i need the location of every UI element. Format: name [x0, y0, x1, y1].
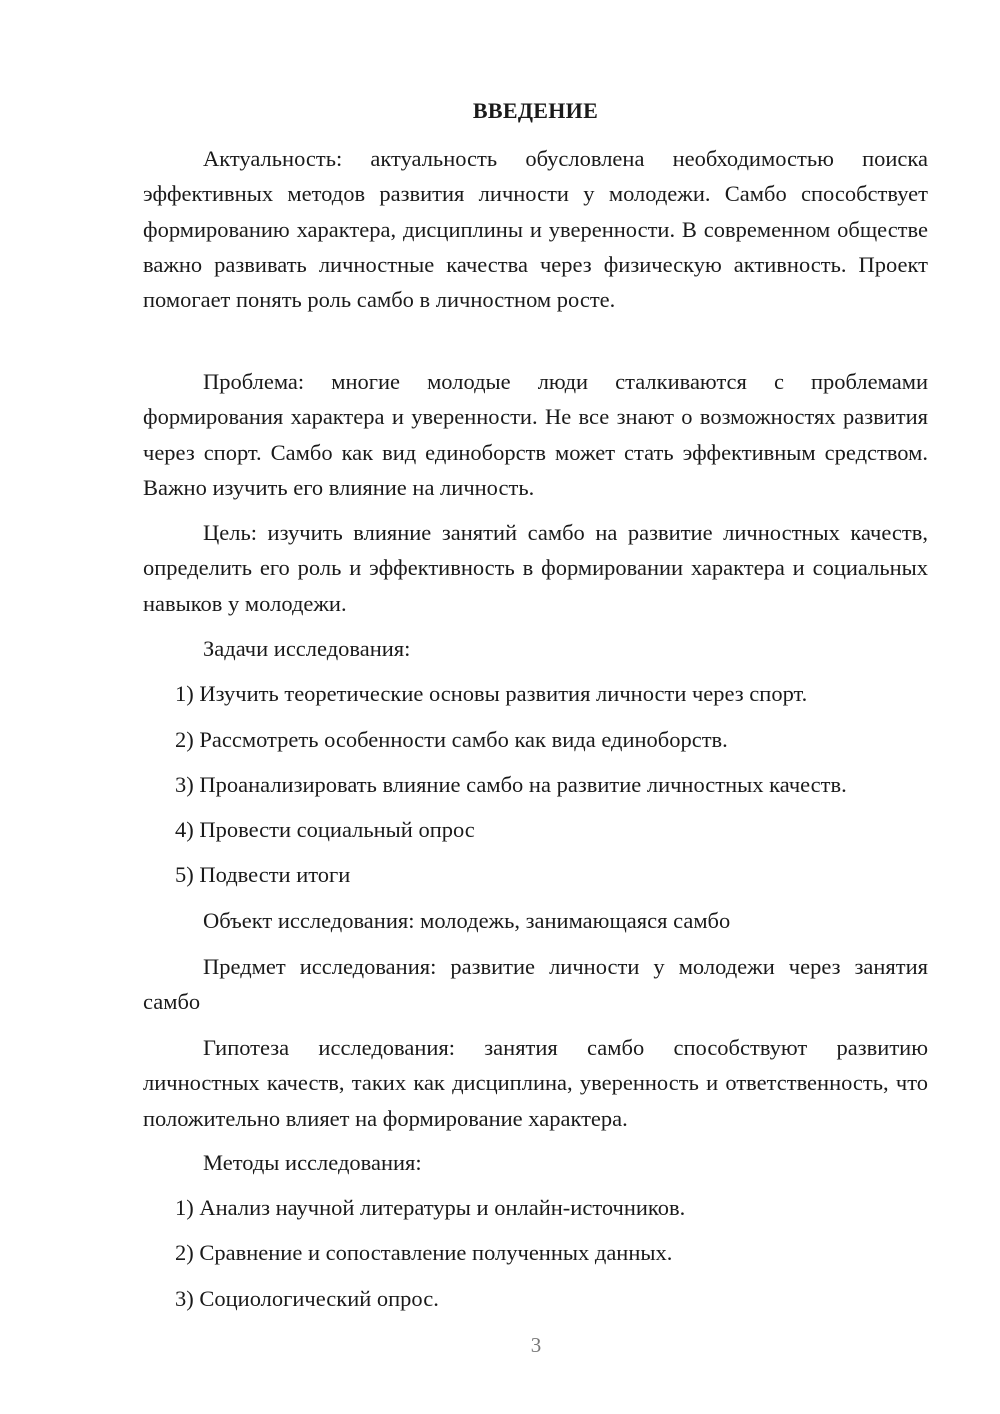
method-item: 1) Анализ научной литературы и онлайн-источников.: [175, 1195, 686, 1220]
method-item: 2) Сравнение и сопоставление полученных данных.: [175, 1240, 673, 1265]
relevance-paragraph: Актуальность: актуальность обусловлена необходимостью поиска эффективных методов развития личности у молодежи. Самбо способствует формированию характера, дисциплины и уверенности. В современном обществе важно развивать личностные качества через физическую активность. Проект помогает понять роль самбо в личностном росте.: [143, 146, 928, 313]
page-number: 3: [530, 1333, 542, 1357]
methods-label: Методы исследования:: [203, 1150, 422, 1175]
task-item: 3) Проанализировать влияние самбо на развитие личностных качеств.: [175, 772, 847, 797]
hypothesis-paragraph: Гипотеза исследования: занятия самбо способствуют развитию личностных качеств, таких как дисциплина, уверенность и ответственность, что положительно влияет на формирование характера.: [143, 1035, 928, 1131]
task-item: 2) Рассмотреть особенности самбо как вида единоборств.: [175, 727, 728, 752]
section-heading: ВВЕДЕНИЕ: [472, 98, 599, 123]
tasks-label: Задачи исследования:: [203, 636, 411, 661]
task-item: 1) Изучить теоретические основы развития личности через спорт.: [175, 681, 808, 706]
object-line: Объект исследования: молодежь, занимающаяся самбо: [203, 908, 731, 933]
method-item: 3) Социологический опрос.: [175, 1286, 439, 1311]
subject-paragraph: Предмет исследования: развитие личности у молодежи через занятия самбо: [143, 954, 928, 1015]
goal-paragraph: Цель: изучить влияние занятий самбо на развитие личностных качеств, определить его роль и эффективность в формировании характера и социальных навыков у молодежи.: [143, 520, 928, 616]
problem-paragraph: Проблема: многие молодые люди сталкиваются с проблемами формирования характера и уверенности. Не все знают о возможностях развития через спорт. Самбо как вид единоборств может стать эффективным средством. Важно изучить его влияние на личность.: [143, 369, 928, 500]
task-item: 4) Провести социальный опрос: [175, 817, 475, 842]
task-item: 5) Подвести итоги: [175, 862, 351, 887]
